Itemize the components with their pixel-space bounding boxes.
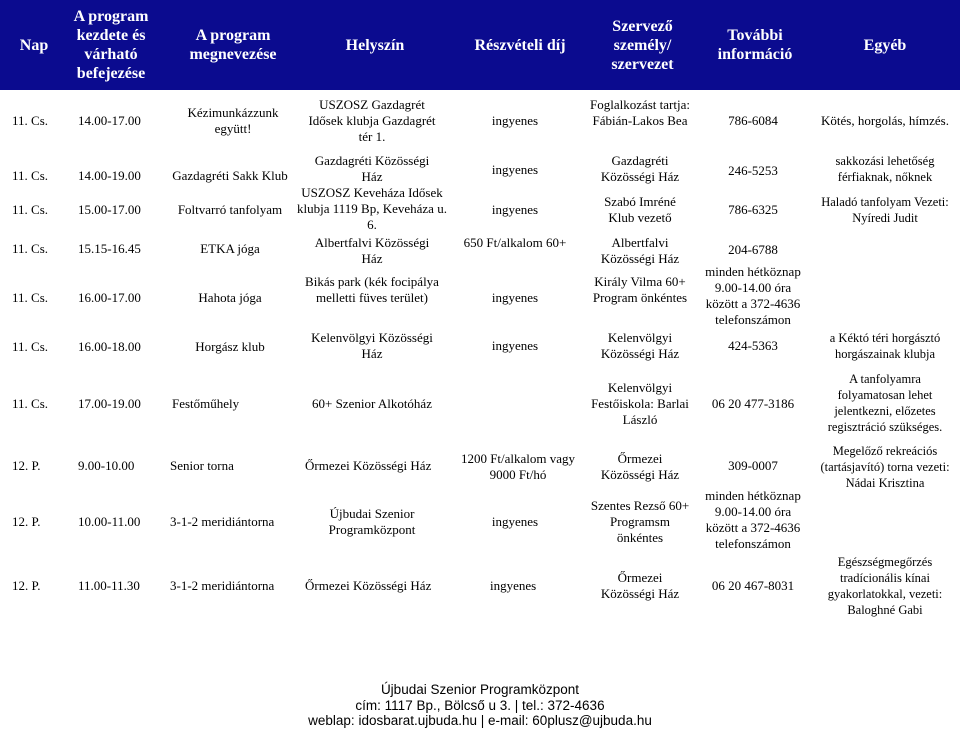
cell-name: Gazdagréti Sakk Klub	[172, 168, 288, 183]
cell-location: Gazdagréti Közösségi Ház	[314, 153, 430, 184]
cell-fee: 1200 Ft/alkalom vagy 9000 Ft/hó	[460, 451, 576, 482]
cell-name: ETKA jóga	[200, 241, 260, 256]
cell-fee: ingyenes	[490, 578, 537, 593]
cell-info: 786-6325	[728, 202, 778, 217]
cell-info: 204-6788	[728, 242, 778, 257]
cell-organizer: Király Vilma 60+ Program önkéntes	[592, 274, 688, 305]
cell-time: 10.00-11.00	[78, 514, 141, 529]
cell-time: 16.00-17.00	[78, 290, 141, 305]
cell-day: 11. Cs.	[12, 339, 48, 354]
cell-location: Őrmezei Közösségi Ház	[305, 458, 432, 473]
footer-address: cím: 1117 Bp., Bölcső u 3. | tel.: 372-4636	[355, 698, 605, 713]
table-header	[0, 0, 960, 90]
cell-organizer: Őrmezei Közösségi Ház	[600, 451, 680, 482]
cell-other: sakkozási lehetőség férfiaknak, nőknek	[835, 154, 935, 184]
cell-time: 11.00-11.30	[78, 578, 140, 593]
header-organizer: Szervező személy/ szervezet	[611, 17, 674, 73]
cell-other: Egészségmegőrzés tradícionális kínai gyakorlatokkal, vezeti: Baloghné Gabi	[827, 555, 943, 617]
header-location: Helyszín	[345, 36, 405, 54]
header-info: További információ	[717, 27, 793, 63]
footer-contact: weblap: idosbarat.ujbuda.hu | e-mail: 60plusz@ujbuda.hu	[308, 713, 652, 728]
cell-time: 17.00-19.00	[78, 396, 141, 411]
cell-organizer: Őrmezei Közösségi Ház	[600, 570, 680, 601]
cell-fee: ingyenes	[491, 162, 539, 177]
cell-day: 11. Cs.	[12, 396, 48, 411]
cell-info: 786-6084	[728, 113, 778, 128]
cell-other: a Kéktó téri horgásztó horgászainak klubja	[829, 331, 941, 361]
cell-other: A tanfolyamra folyamatosan lehet jelentkezni, előzetes regisztráció szükséges.	[827, 372, 943, 434]
cell-info: 06 20 477-3186	[711, 396, 795, 411]
cell-location: Kelenvölgyi Közösségi Ház	[311, 330, 433, 361]
cell-day: 12. P.	[12, 458, 41, 473]
header-other: Egyéb	[863, 36, 907, 54]
cell-fee: ingyenes	[491, 113, 539, 128]
cell-info: minden hétköznap 9.00-14.00 óra között a 372-4636 telefonszámon	[705, 264, 801, 327]
cell-name: Hahota jóga	[198, 290, 262, 305]
cell-location: Albertfalvi Közösségi Ház	[314, 235, 430, 266]
cell-fee: ingyenes	[491, 338, 539, 353]
cell-organizer: Szabó Imréné Klub vezető	[604, 194, 676, 225]
cell-organizer: Kelenvölgyi Közösségi Ház	[600, 330, 680, 361]
cell-info: 309-0007	[728, 458, 778, 473]
cell-name: Festőműhely	[172, 396, 240, 411]
cell-location: USZOSZ Gazdagrét Idősek klubja Gazdagrét tér 1.	[308, 97, 436, 144]
cell-fee: ingyenes	[491, 290, 539, 305]
cell-location: 60+ Szenior Alkotóház	[312, 396, 432, 411]
cell-fee: ingyenes	[491, 514, 539, 529]
cell-time: 15.15-16.45	[78, 241, 141, 256]
footer-org-name: Újbudai Szenior Programközpont	[380, 682, 580, 697]
cell-day: 11. Cs.	[12, 113, 48, 128]
cell-organizer: Kelenvölgyi Festőiskola: Barlai László	[591, 380, 689, 427]
cell-info: minden hétköznap 9.00-14.00 óra között a 372-4636 telefonszámon	[705, 488, 801, 551]
cell-day: 12. P.	[12, 578, 41, 593]
cell-name: Kézimunkázzunk együtt!	[187, 105, 279, 136]
cell-name: Horgász klub	[195, 339, 265, 354]
cell-name: Foltvarró tanfolyam	[177, 202, 283, 217]
cell-day: 11. Cs.	[12, 241, 48, 256]
header-time: A program kezdete és várható befejezése	[73, 8, 149, 82]
cell-day: 12. P.	[12, 514, 41, 529]
cell-name: Senior torna	[170, 458, 234, 473]
cell-name: 3-1-2 meridiántorna	[170, 514, 275, 529]
cell-location: Bikás park (kék focipálya melletti füves terület)	[305, 274, 439, 305]
cell-organizer: Szentes Rezső 60+ Programsm önkéntes	[590, 498, 690, 545]
header-fee: Részvételi díj	[474, 36, 566, 54]
cell-fee: ingyenes	[491, 202, 539, 217]
cell-day: 11. Cs.	[12, 202, 48, 217]
cell-location: USZOSZ Keveháza Idősek klubja 1119 Bp, Keveháza u. 6.	[297, 185, 447, 232]
cell-time: 9.00-10.00	[78, 458, 135, 473]
cell-day: 11. Cs.	[12, 290, 48, 305]
cell-time: 16.00-18.00	[78, 339, 141, 354]
cell-time: 14.00-17.00	[78, 113, 141, 128]
cell-fee: 650 Ft/alkalom 60+	[463, 235, 567, 250]
header-day: Nap	[19, 36, 49, 54]
cell-info: 424-5363	[728, 338, 778, 353]
cell-other: Megelőző rekreációs (tartásjavító) torna vezeti: Nádai Krisztina	[820, 444, 950, 490]
cell-info: 246-5253	[728, 163, 778, 178]
cell-name: 3-1-2 meridiántorna	[170, 578, 275, 593]
cell-time: 14.00-19.00	[78, 168, 141, 183]
header-name: A program megnevezése	[189, 27, 277, 63]
cell-info: 06 20 467-8031	[711, 578, 795, 593]
cell-day: 11. Cs.	[12, 168, 48, 183]
cell-location: Újbudai Szenior Programközpont	[328, 506, 416, 537]
cell-organizer: Albertfalvi Közösségi Ház	[600, 235, 680, 266]
cell-organizer: Foglalkozást tartja: Fábián-Lakos Bea	[589, 97, 690, 128]
cell-other: Haladó tanfolyam Vezeti: Nyíredi Judit	[821, 195, 949, 225]
cell-organizer: Gazdagréti Közösségi Ház	[600, 153, 680, 184]
cell-other: Kötés, horgolás, hímzés.	[821, 113, 949, 128]
cell-location: Őrmezei Közösségi Ház	[305, 578, 432, 593]
cell-time: 15.00-17.00	[78, 202, 141, 217]
